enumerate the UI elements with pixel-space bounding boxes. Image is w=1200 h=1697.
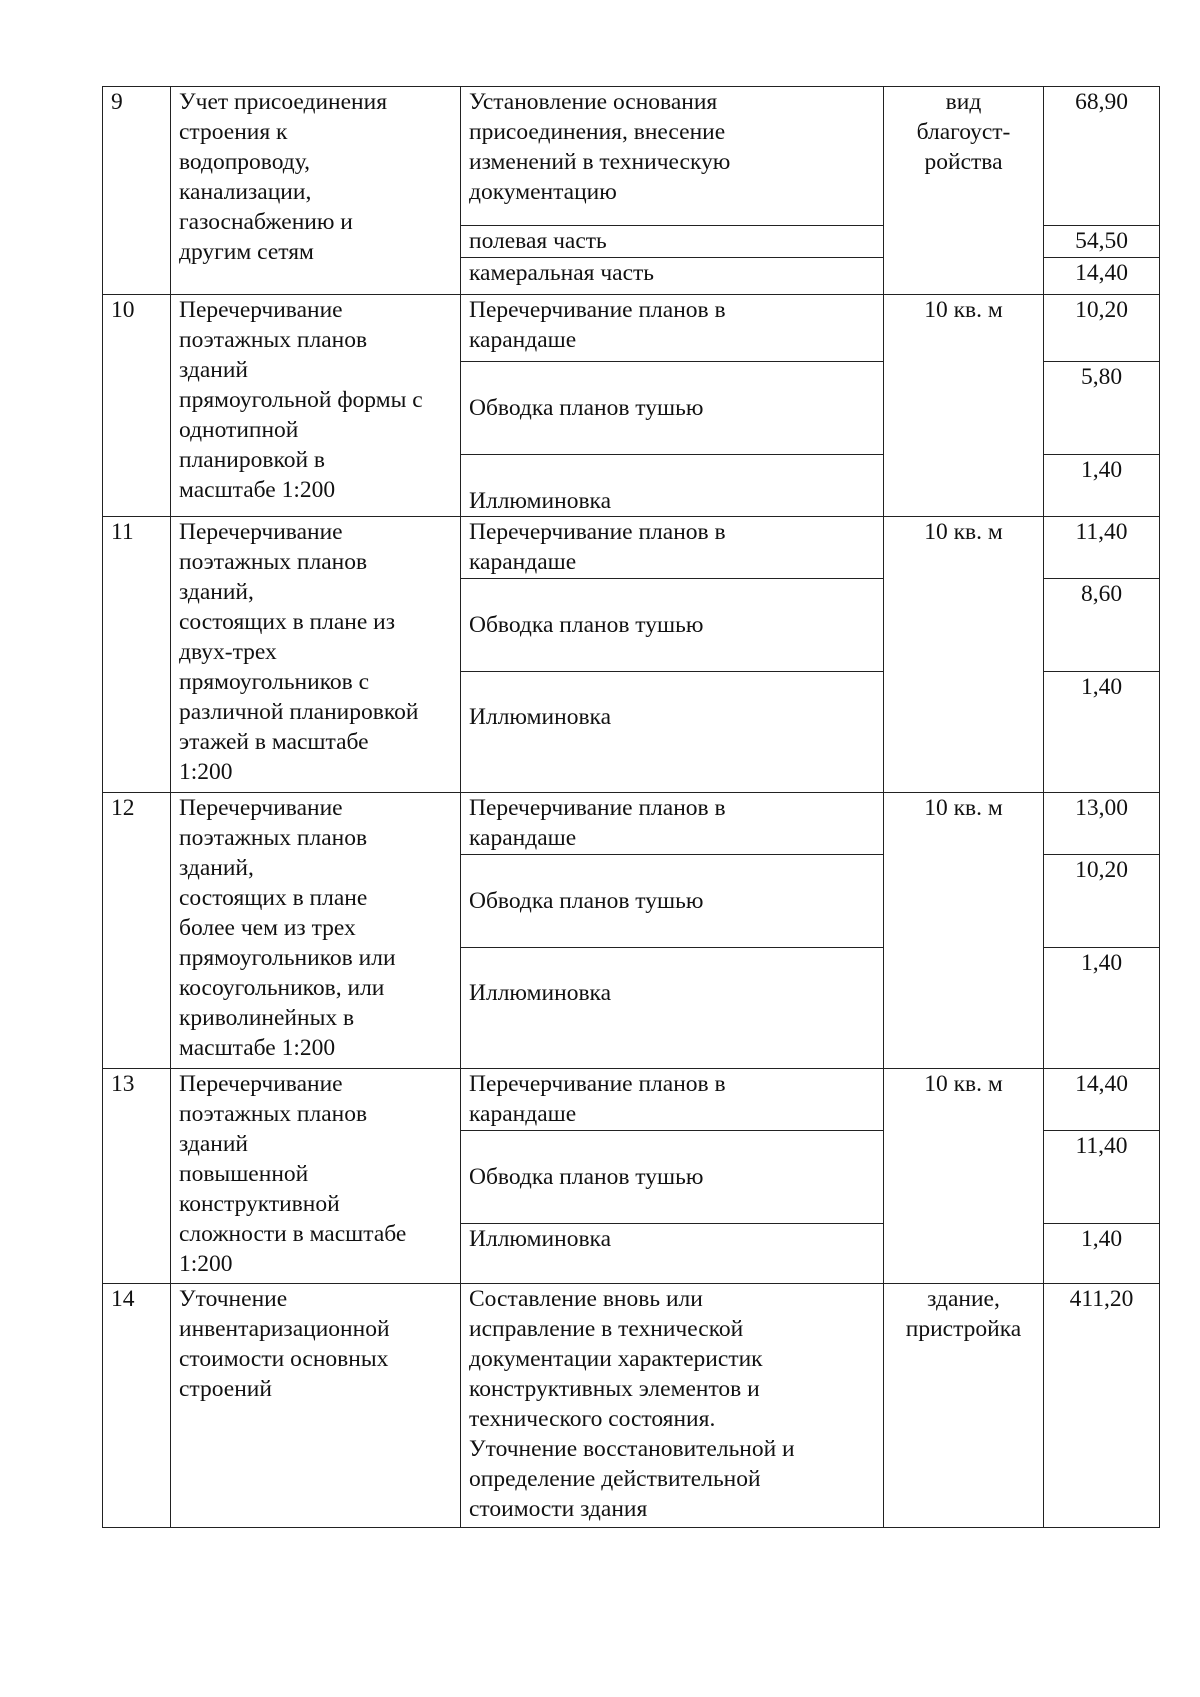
price-cell: 10,20 [1044,295,1160,362]
price-cell: 1,40 [1044,948,1160,1069]
unit-cell: здание, пристройка [884,1284,1044,1528]
operation-cell: Обводка планов тушью [461,855,884,948]
work-name: Учет присоединения строения к водопроводу, канализации, газоснабжению и другим сетям [171,87,461,295]
price-cell: 54,50 [1044,226,1160,258]
price-cell: 1,40 [1044,455,1160,517]
row-number: 12 [103,793,171,1069]
operation-cell: полевая часть [461,226,884,258]
row-number: 13 [103,1069,171,1284]
operation-cell: камеральная часть [461,258,884,295]
work-name: Перечерчивание поэтажных планов зданий, состоящих в плане из двух-трех прямоугольников с различной планировкой этажей в масштабе 1:200 [171,517,461,793]
row-number: 10 [103,295,171,517]
unit-cell: 10 кв. м [884,295,1044,517]
table-row [103,517,1160,579]
unit-cell: 10 кв. м [884,1069,1044,1284]
work-name: Перечерчивание поэтажных планов зданий прямоугольной формы с однотипной планировкой в масштабе 1:200 [171,295,461,517]
price-cell: 13,00 [1044,793,1160,855]
table-row [103,793,1160,855]
price-cell: 14,40 [1044,1069,1160,1131]
price-cell: 14,40 [1044,258,1160,295]
operation-cell: Иллюминовка [461,455,884,517]
operation-cell: Обводка планов тушью [461,362,884,455]
operation-cell: Обводка планов тушью [461,1131,884,1224]
price-cell: 68,90 [1044,87,1160,226]
operation-cell: Установление основания присоединения, внесение изменений в техническую документацию [461,87,884,226]
operation-cell: Перечерчивание планов в карандаше [461,295,884,362]
operation-cell: Иллюминовка [461,948,884,1069]
work-name: Перечерчивание поэтажных планов зданий повышенной конструктивной сложности в масштабе 1:200 [171,1069,461,1284]
unit-cell: вид благоуст- ройства [884,87,1044,295]
unit-cell: 10 кв. м [884,517,1044,793]
price-cell: 5,80 [1044,362,1160,455]
operation-cell: Перечерчивание планов в карандаше [461,1069,884,1131]
operation-cell: Составление вновь или исправление в технической документации характеристик конструктивных элементов и технического состояния. Уточнение восстановительной и определение действительной стоимости здания [461,1284,884,1528]
row-number: 9 [103,87,171,295]
operation-cell: Иллюминовка [461,1224,884,1284]
tariff-table [102,86,1160,1528]
table-row [103,1284,1160,1528]
price-cell: 1,40 [1044,672,1160,793]
operation-cell: Перечерчивание планов в карандаше [461,517,884,579]
price-cell: 8,60 [1044,579,1160,672]
operation-cell: Иллюминовка [461,672,884,793]
work-name: Перечерчивание поэтажных планов зданий, состоящих в плане более чем из трех прямоугольников или косоугольников, или криволинейных в масштабе 1:200 [171,793,461,1069]
price-cell: 11,40 [1044,1131,1160,1224]
price-cell: 1,40 [1044,1224,1160,1284]
table-row [103,1069,1160,1131]
operation-cell: Перечерчивание планов в карандаше [461,793,884,855]
row-number: 14 [103,1284,171,1528]
price-cell: 11,40 [1044,517,1160,579]
unit-cell: 10 кв. м [884,793,1044,1069]
price-cell: 411,20 [1044,1284,1160,1528]
row-number: 11 [103,517,171,793]
table-row [103,295,1160,362]
table-row [103,87,1160,226]
work-name: Уточнение инвентаризационной стоимости основных строений [171,1284,461,1528]
operation-cell: Обводка планов тушью [461,579,884,672]
price-cell: 10,20 [1044,855,1160,948]
